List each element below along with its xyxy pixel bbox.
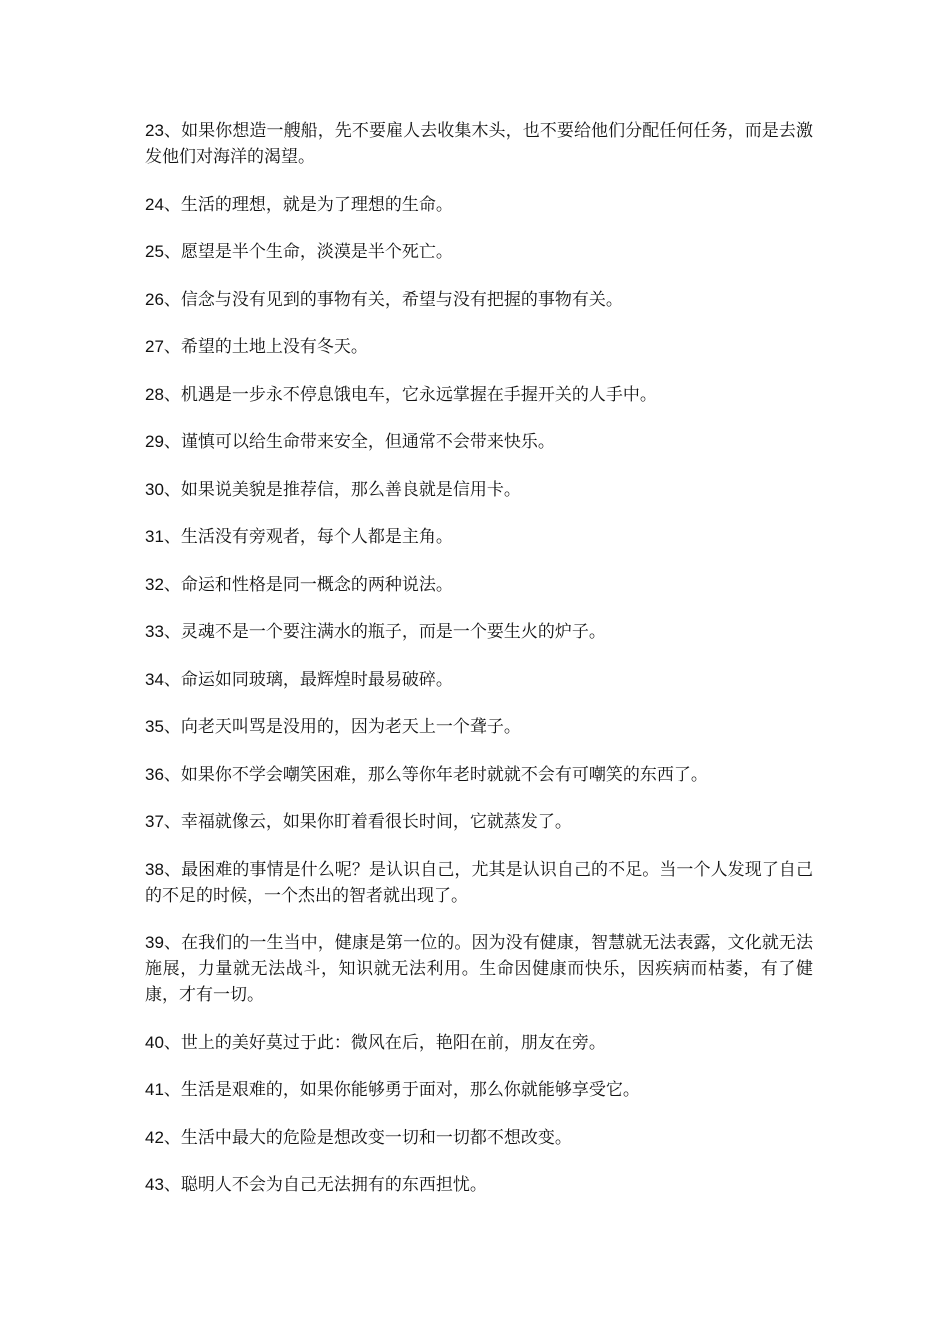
quote-item — [145, 429, 813, 455]
quote-number: 30 — [145, 479, 164, 499]
quote-text: 、灵魂不是一个要注满水的瓶子，而是一个要生火的炉子。 — [163, 622, 606, 642]
quote-text: 、幸福就像云，如果你盯着看很长时间，它就蒸发了。 — [163, 812, 572, 832]
quote-text: 、向老天叫骂是没用的，因为老天上一个聋子。 — [163, 717, 521, 737]
quote-text: 、最困难的事情是什么呢？是认识自己，尤其是认识自己的不足。当一个人发现了自己的不足的时候，一个杰出的智者就出现了。 — [145, 859, 813, 906]
quote-text: 、谨慎可以给生命带来安全，但通常不会带来快乐。 — [163, 432, 555, 452]
quote-text: 、生活是艰难的，如果你能够勇于面对，那么你就能够享受它。 — [163, 1080, 640, 1100]
quote-number: 28 — [145, 384, 164, 404]
quote-number: 24 — [145, 194, 164, 214]
quote-item — [145, 619, 813, 645]
quote-text: 、如果说美貌是推荐信，那么善良就是信用卡。 — [163, 479, 521, 500]
quote-text: 、信念与没有见到的事物有关，希望与没有把握的事物有关。 — [163, 289, 623, 310]
quote-number: 23 — [145, 121, 164, 140]
quote-number: 33 — [145, 622, 164, 641]
quote-number: 42 — [145, 1127, 164, 1147]
quote-number: 25 — [145, 242, 164, 261]
quote-item — [145, 524, 813, 550]
quote-item — [145, 714, 813, 740]
quote-text: 、在我们的一生当中，健康是第一位的。因为没有健康，智慧就无法表露，文化就无法施展，力量就无法战斗，知识就无法利用。生命因健康而快乐，因疾病而枯萎，有了健康，才有一切。 — [145, 933, 813, 1005]
quote-text: 、命运和性格是同一概念的两种说法。 — [163, 574, 453, 595]
document-page — [145, 118, 813, 1220]
quote-number: 41 — [145, 1080, 164, 1099]
quote-item — [145, 1125, 813, 1151]
quote-item — [145, 1030, 813, 1056]
quote-number: 29 — [145, 432, 164, 451]
quote-item — [145, 572, 813, 598]
quote-text: 、聪明人不会为自己无法拥有的东西担忧。 — [163, 1175, 487, 1195]
quote-number: 36 — [145, 764, 164, 784]
quote-item — [145, 287, 813, 313]
quote-text: 、如果你不学会嘲笑困难，那么等你年老时就就不会有可嘲笑的东西了。 — [163, 764, 708, 785]
quote-item — [145, 192, 813, 218]
quote-number: 31 — [145, 527, 164, 546]
quote-number: 35 — [145, 717, 164, 736]
quote-number: 32 — [145, 574, 164, 594]
quote-text: 、如果你想造一艘船，先不要雇人去收集木头，也不要给他们分配任何任务，而是去激发他们对海洋的渴望。 — [145, 121, 813, 167]
quote-number: 27 — [145, 337, 164, 356]
quote-text: 、生活中最大的危险是想改变一切和一切都不想改变。 — [163, 1127, 572, 1148]
quote-number: 26 — [145, 289, 164, 309]
quote-item — [145, 118, 813, 170]
quote-item — [145, 667, 813, 693]
quote-item — [145, 239, 813, 265]
quote-text: 、愿望是半个生命，淡漠是半个死亡。 — [163, 242, 453, 262]
quote-text: 、机遇是一步永不停息饿电车，它永远掌握在手握开关的人手中。 — [163, 384, 657, 405]
quote-text: 、世上的美好莫过于此：微风在后，艳阳在前，朋友在旁。 — [163, 1032, 606, 1053]
quote-number: 37 — [145, 812, 164, 831]
quote-item — [145, 762, 813, 788]
quote-text: 、生活没有旁观者，每个人都是主角。 — [163, 527, 453, 547]
quote-number: 38 — [145, 859, 164, 879]
quote-number: 43 — [145, 1175, 164, 1194]
quote-text: 、希望的土地上没有冬天。 — [163, 337, 368, 357]
quote-item — [145, 1172, 813, 1198]
quote-text: 、命运如同玻璃，最辉煌时最易破碎。 — [163, 669, 453, 690]
quote-item — [145, 930, 813, 1008]
quote-item — [145, 382, 813, 408]
quote-item — [145, 857, 813, 909]
quote-number: 40 — [145, 1032, 164, 1052]
quote-text: 、生活的理想，就是为了理想的生命。 — [163, 194, 453, 215]
quote-number: 34 — [145, 669, 164, 689]
quote-item — [145, 334, 813, 360]
quote-item — [145, 1077, 813, 1103]
quote-item — [145, 477, 813, 503]
quote-item — [145, 809, 813, 835]
quote-number: 39 — [145, 933, 164, 952]
